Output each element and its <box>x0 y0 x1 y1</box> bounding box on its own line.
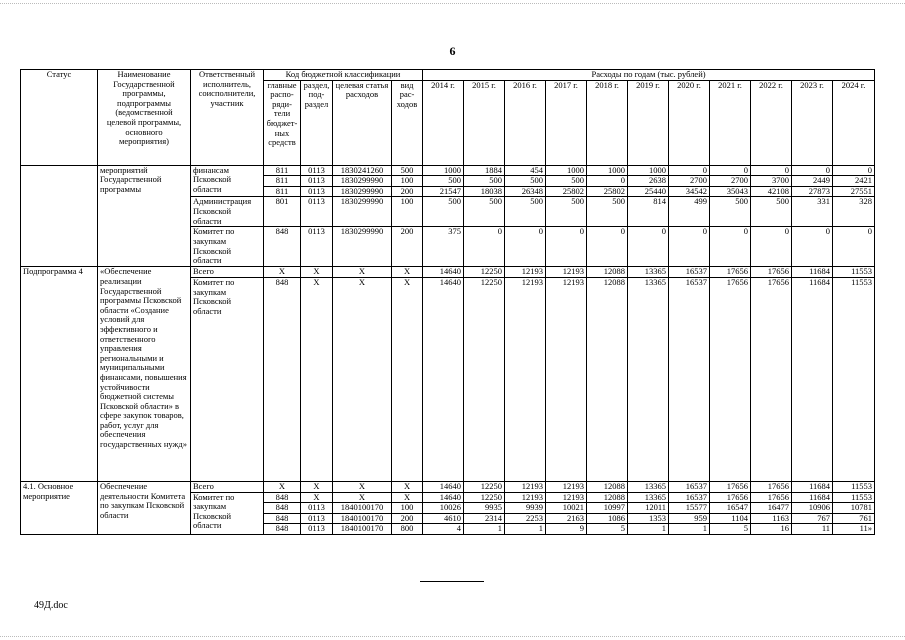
value-cell: 9 <box>546 524 587 535</box>
responsible-cell: Администрация Псковской области <box>191 197 264 227</box>
value-cell: 328 <box>833 197 875 227</box>
responsible-cell: Всего <box>191 481 264 492</box>
value-cell: 4 <box>423 524 464 535</box>
value-cell: 2253 <box>505 513 546 524</box>
value-cell: 25440 <box>628 186 669 197</box>
code-cell: 0113 <box>301 503 333 514</box>
value-cell: 12088 <box>587 267 628 278</box>
value-cell: 0 <box>669 227 710 267</box>
responsible-cell: Комитет по закупкам Псковской области <box>191 227 264 267</box>
value-cell: 27873 <box>792 186 833 197</box>
value-cell: 10906 <box>792 503 833 514</box>
value-cell: 500 <box>546 197 587 227</box>
program-name-cell: Обеспечение деятельности Комитета по закупкам Псковской области <box>98 481 191 534</box>
header-year: 2017 г. <box>546 80 587 165</box>
value-cell: 17656 <box>710 481 751 492</box>
value-cell: 0 <box>546 227 587 267</box>
value-cell: 0 <box>669 165 710 176</box>
value-cell: 12250 <box>464 481 505 492</box>
value-cell: 0 <box>792 227 833 267</box>
value-cell: 1 <box>464 524 505 535</box>
program-name-cell: мероприятий Государственной программы <box>98 165 191 267</box>
value-cell: 11553 <box>833 481 875 492</box>
value-cell: 13365 <box>628 492 669 503</box>
header-status: Статус <box>21 70 98 166</box>
value-cell: 500 <box>464 197 505 227</box>
value-cell: 10026 <box>423 503 464 514</box>
code-cell: 0113 <box>301 165 333 176</box>
code-cell: 0113 <box>301 186 333 197</box>
value-cell: 25802 <box>587 186 628 197</box>
code-cell: Х <box>333 267 392 278</box>
code-cell: 811 <box>264 165 301 176</box>
value-cell: 18038 <box>464 186 505 197</box>
value-cell: 17656 <box>710 277 751 481</box>
code-cell: 0113 <box>301 176 333 187</box>
code-cell: 848 <box>264 492 301 503</box>
code-cell: 0113 <box>301 524 333 535</box>
code-cell: Х <box>301 267 333 278</box>
value-cell: 1000 <box>628 165 669 176</box>
header-year: 2022 г. <box>751 80 792 165</box>
value-cell: 42108 <box>751 186 792 197</box>
value-cell: 0 <box>833 165 875 176</box>
code-cell: Х <box>392 481 423 492</box>
value-cell: 11553 <box>833 492 875 503</box>
value-cell: 11684 <box>792 277 833 481</box>
value-cell: 12193 <box>546 481 587 492</box>
value-cell: 499 <box>669 197 710 227</box>
code-cell: 811 <box>264 176 301 187</box>
value-cell: 0 <box>628 227 669 267</box>
value-cell: 34542 <box>669 186 710 197</box>
value-cell: 16537 <box>669 481 710 492</box>
value-cell: 15577 <box>669 503 710 514</box>
value-cell: 500 <box>751 197 792 227</box>
value-cell: 27551 <box>833 186 875 197</box>
value-cell: 12088 <box>587 492 628 503</box>
value-cell: 25802 <box>546 186 587 197</box>
code-cell: 500 <box>392 165 423 176</box>
budget-table <box>20 69 875 535</box>
value-cell: 12011 <box>628 503 669 514</box>
status-cell: Подпрограмма 4 <box>21 267 98 482</box>
value-cell: 9935 <box>464 503 505 514</box>
code-cell: 848 <box>264 513 301 524</box>
value-cell: 2449 <box>792 176 833 187</box>
code-cell: 811 <box>264 186 301 197</box>
value-cell: 1353 <box>628 513 669 524</box>
value-cell: 12250 <box>464 267 505 278</box>
header-bcc-col: вид рас-ходов <box>392 80 423 165</box>
value-cell: 0 <box>587 227 628 267</box>
header-year: 2020 г. <box>669 80 710 165</box>
code-cell: 1830299990 <box>333 176 392 187</box>
value-cell: 12250 <box>464 492 505 503</box>
value-cell: 35043 <box>710 186 751 197</box>
code-cell: Х <box>301 481 333 492</box>
header-year: 2018 г. <box>587 80 628 165</box>
value-cell: 1 <box>669 524 710 535</box>
value-cell: 12193 <box>505 492 546 503</box>
value-cell: 11684 <box>792 492 833 503</box>
value-cell: 12088 <box>587 481 628 492</box>
value-cell: 0 <box>587 176 628 187</box>
value-cell: 814 <box>628 197 669 227</box>
value-cell: 11684 <box>792 481 833 492</box>
value-cell: 13365 <box>628 267 669 278</box>
value-cell: 1 <box>505 524 546 535</box>
code-cell: Х <box>392 277 423 481</box>
header-name: Наименование Государственной программы, подпрограммы (ведомственной целевой программы, основного мероприятия) <box>98 70 191 166</box>
value-cell: 5 <box>710 524 751 535</box>
value-cell: 0 <box>710 165 751 176</box>
value-cell: 10997 <box>587 503 628 514</box>
value-cell: 12193 <box>546 277 587 481</box>
value-cell: 500 <box>505 197 546 227</box>
value-cell: 1104 <box>710 513 751 524</box>
code-cell: Х <box>264 481 301 492</box>
value-cell: 17656 <box>710 267 751 278</box>
value-cell: 761 <box>833 513 875 524</box>
value-cell: 5 <box>587 524 628 535</box>
code-cell: Х <box>333 481 392 492</box>
value-cell: 9939 <box>505 503 546 514</box>
value-cell: 500 <box>423 197 464 227</box>
code-cell: 1840100170 <box>333 513 392 524</box>
header-year: 2015 г. <box>464 80 505 165</box>
value-cell: 26348 <box>505 186 546 197</box>
value-cell: 0 <box>833 227 875 267</box>
value-cell: 500 <box>546 176 587 187</box>
value-cell: 2700 <box>669 176 710 187</box>
value-cell: 2314 <box>464 513 505 524</box>
code-cell: 848 <box>264 227 301 267</box>
value-cell: 10021 <box>546 503 587 514</box>
value-cell: 12193 <box>505 277 546 481</box>
value-cell: 14640 <box>423 492 464 503</box>
code-cell: 0113 <box>301 227 333 267</box>
value-cell: 0 <box>792 165 833 176</box>
value-cell: 3700 <box>751 176 792 187</box>
responsible-cell: Комитет по закупкам Псковской области <box>191 492 264 534</box>
value-cell: 0 <box>751 227 792 267</box>
code-cell: 801 <box>264 197 301 227</box>
responsible-cell: Комитет по закупкам Псковской области <box>191 277 264 481</box>
value-cell: 11553 <box>833 277 875 481</box>
value-cell: 1086 <box>587 513 628 524</box>
value-cell: 16477 <box>751 503 792 514</box>
value-cell: 375 <box>423 227 464 267</box>
code-cell: 1840100170 <box>333 503 392 514</box>
value-cell: 2700 <box>710 176 751 187</box>
value-cell: 1 <box>628 524 669 535</box>
value-cell: 21547 <box>423 186 464 197</box>
code-cell: 1840100170 <box>333 524 392 535</box>
code-cell: 0113 <box>301 197 333 227</box>
value-cell: 14640 <box>423 267 464 278</box>
code-cell: 1830299990 <box>333 197 392 227</box>
value-cell: 1163 <box>751 513 792 524</box>
value-cell: 2421 <box>833 176 875 187</box>
code-cell: 200 <box>392 186 423 197</box>
value-cell: 2638 <box>628 176 669 187</box>
value-cell: 17656 <box>751 277 792 481</box>
value-cell: 12193 <box>546 267 587 278</box>
value-cell: 17656 <box>751 267 792 278</box>
value-cell: 12088 <box>587 277 628 481</box>
value-cell: 500 <box>423 176 464 187</box>
header-bcc-col: главные распо-ряди-тели бюджет-ных средств <box>264 80 301 165</box>
value-cell: 16547 <box>710 503 751 514</box>
value-cell: 14640 <box>423 481 464 492</box>
code-cell: Х <box>392 267 423 278</box>
value-cell: 0 <box>505 227 546 267</box>
code-cell: Х <box>264 267 301 278</box>
value-cell: 500 <box>464 176 505 187</box>
code-cell: 1830299990 <box>333 227 392 267</box>
value-cell: 13365 <box>628 277 669 481</box>
value-cell: 16537 <box>669 277 710 481</box>
value-cell: 0 <box>464 227 505 267</box>
header-responsible: Ответственный исполнитель, соисполнители, участник <box>191 70 264 166</box>
code-cell: Х <box>392 492 423 503</box>
value-cell: 11» <box>833 524 875 535</box>
value-cell: 12193 <box>505 481 546 492</box>
value-cell: 500 <box>505 176 546 187</box>
value-cell: 13365 <box>628 481 669 492</box>
header-year: 2023 г. <box>792 80 833 165</box>
header-bcc-col: раздел, под-раздел <box>301 80 333 165</box>
code-cell: 1830241260 <box>333 165 392 176</box>
footnote-separator <box>420 581 484 582</box>
value-cell: 959 <box>669 513 710 524</box>
header-year: 2019 г. <box>628 80 669 165</box>
code-cell: 848 <box>264 524 301 535</box>
code-cell: 848 <box>264 503 301 514</box>
value-cell: 331 <box>792 197 833 227</box>
code-cell: 200 <box>392 513 423 524</box>
code-cell: Х <box>333 277 392 481</box>
value-cell: 11 <box>792 524 833 535</box>
code-cell: Х <box>301 492 333 503</box>
code-cell: Х <box>333 492 392 503</box>
program-name-cell: «Обеспечение реализации Государственной программы Псковской области «Создание условий для эффективного и ответственного управления региональными и муниципальными финансами, повышения устойчивости бюджетной системы Псковской области» в сфере закупок товаров, работ, услуг для обеспечения государственных нужд» <box>98 267 191 482</box>
value-cell: 1884 <box>464 165 505 176</box>
page-number: 6 <box>449 44 456 58</box>
header-bcc-group: Код бюджетной классификации <box>264 70 423 81</box>
code-cell: 800 <box>392 524 423 535</box>
value-cell: 2163 <box>546 513 587 524</box>
value-cell: 1000 <box>423 165 464 176</box>
responsible-cell: финансам Псковской области <box>191 165 264 197</box>
code-cell: 100 <box>392 503 423 514</box>
responsible-cell: Всего <box>191 267 264 278</box>
value-cell: 12193 <box>546 492 587 503</box>
value-cell: 767 <box>792 513 833 524</box>
value-cell: 16537 <box>669 267 710 278</box>
value-cell: 12193 <box>505 267 546 278</box>
header-year: 2016 г. <box>505 80 546 165</box>
value-cell: 11684 <box>792 267 833 278</box>
status-cell: 4.1. Основное мероприятие <box>21 481 98 534</box>
value-cell: 4610 <box>423 513 464 524</box>
header-expenses-group: Расходы по годам (тыс. рублей) <box>423 70 875 81</box>
value-cell: 11553 <box>833 267 875 278</box>
code-cell: 848 <box>264 277 301 481</box>
code-cell: 100 <box>392 176 423 187</box>
status-cell <box>21 165 98 267</box>
value-cell: 17656 <box>710 492 751 503</box>
code-cell: 200 <box>392 227 423 267</box>
value-cell: 1000 <box>546 165 587 176</box>
value-cell: 16 <box>751 524 792 535</box>
value-cell: 14640 <box>423 277 464 481</box>
code-cell: Х <box>301 277 333 481</box>
value-cell: 500 <box>587 197 628 227</box>
value-cell: 16537 <box>669 492 710 503</box>
header-bcc-col: целевая статья расходов <box>333 80 392 165</box>
value-cell: 1000 <box>587 165 628 176</box>
code-cell: 1830299990 <box>333 186 392 197</box>
value-cell: 17656 <box>751 481 792 492</box>
value-cell: 17656 <box>751 492 792 503</box>
code-cell: 100 <box>392 197 423 227</box>
header-year: 2014 г. <box>423 80 464 165</box>
value-cell: 12250 <box>464 277 505 481</box>
value-cell: 500 <box>710 197 751 227</box>
document-code: 49Д.doc <box>34 600 68 611</box>
header-year: 2024 г. <box>833 80 875 165</box>
value-cell: 0 <box>710 227 751 267</box>
value-cell: 454 <box>505 165 546 176</box>
code-cell: 0113 <box>301 513 333 524</box>
value-cell: 0 <box>751 165 792 176</box>
header-year: 2021 г. <box>710 80 751 165</box>
value-cell: 10781 <box>833 503 875 514</box>
